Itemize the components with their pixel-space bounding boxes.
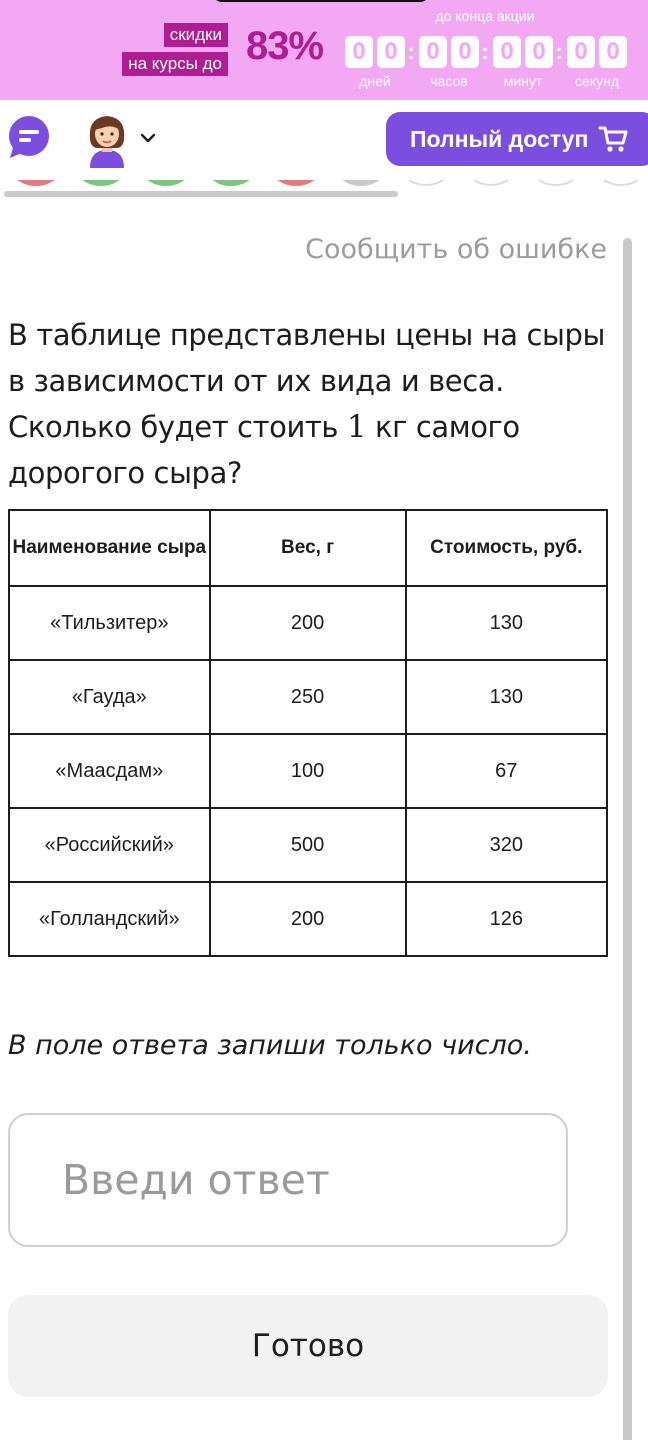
table-cell: 126 bbox=[406, 882, 607, 956]
table-cell: 130 bbox=[406, 586, 607, 660]
device-notch bbox=[212, 0, 430, 2]
question-number: 1 bbox=[346, 409, 367, 445]
question-text-before: В таблице представлены цены на сыры в зависимости от их вида и веса. Сколько будет стоить bbox=[8, 318, 606, 444]
done-button[interactable]: Готово bbox=[8, 1295, 608, 1397]
timer-unit-minutes: минут bbox=[503, 73, 543, 89]
timer-digit: 0 bbox=[451, 36, 479, 68]
timer-separator: : bbox=[481, 39, 489, 64]
answer-hint: В поле ответа запиши только число. bbox=[8, 1030, 532, 1061]
page-scrollbar[interactable] bbox=[623, 238, 632, 1440]
table-row bbox=[9, 882, 607, 956]
timer-days bbox=[345, 36, 405, 68]
progress-scroll-track[interactable] bbox=[4, 191, 398, 197]
chat-bubble-icon[interactable] bbox=[4, 114, 50, 160]
girl-avatar-icon[interactable] bbox=[84, 112, 130, 168]
table-cell: «Маасдам» bbox=[9, 734, 210, 808]
cart-icon bbox=[598, 125, 628, 153]
promo-tag-discounts: скидки bbox=[164, 23, 228, 47]
table-header-cell: Стоимость, руб. bbox=[406, 510, 607, 586]
table-cell: 200 bbox=[210, 882, 406, 956]
timer-digit: 0 bbox=[493, 36, 521, 68]
promo-until-label: до конца акции bbox=[435, 8, 535, 24]
cheese-price-table bbox=[8, 509, 608, 957]
table-header-row bbox=[9, 510, 607, 586]
chevron-down-icon[interactable] bbox=[138, 128, 158, 148]
full-access-label: Полный доступ bbox=[410, 125, 589, 152]
timer-separator: : bbox=[555, 39, 563, 64]
timer-unit-hours: часов bbox=[430, 73, 468, 89]
table-cell: «Тильзитер» bbox=[9, 586, 210, 660]
table-row bbox=[9, 808, 607, 882]
timer-unit-seconds: секунд bbox=[575, 73, 619, 89]
table-cell: 130 bbox=[406, 660, 607, 734]
table-cell: «Российский» bbox=[9, 808, 210, 882]
timer-digit: 0 bbox=[419, 36, 447, 68]
table-cell: 500 bbox=[210, 808, 406, 882]
timer-seconds bbox=[567, 36, 627, 68]
timer-digit: 0 bbox=[567, 36, 595, 68]
timer-digit: 0 bbox=[525, 36, 553, 68]
report-error-link[interactable]: Сообщить об ошибке bbox=[305, 234, 607, 265]
table-cell: 67 bbox=[406, 734, 607, 808]
table-header-cell: Вес, г bbox=[210, 510, 406, 586]
timer-unit-days: дней bbox=[359, 73, 391, 89]
timer-minutes bbox=[493, 36, 553, 68]
table-row bbox=[9, 734, 607, 808]
table-header-cell: Наименование сыра bbox=[9, 510, 210, 586]
table-cell: 250 bbox=[210, 660, 406, 734]
table-cell: 320 bbox=[406, 808, 607, 882]
promo-tag-courses: на курсы до bbox=[122, 52, 228, 76]
timer-hours bbox=[419, 36, 479, 68]
timer-digit: 0 bbox=[599, 36, 627, 68]
timer-digit: 0 bbox=[377, 36, 405, 68]
timer-digit: 0 bbox=[345, 36, 373, 68]
table-cell: «Голландский» bbox=[9, 882, 210, 956]
table-cell: 100 bbox=[210, 734, 406, 808]
table-row bbox=[9, 660, 607, 734]
question-text bbox=[8, 312, 608, 496]
full-access-button[interactable] bbox=[386, 112, 648, 166]
promo-percent: 83% bbox=[246, 24, 324, 68]
question-text-after: кг самого дорогого сыра? bbox=[8, 410, 520, 490]
table-cell: «Гауда» bbox=[9, 660, 210, 734]
promo-banner[interactable] bbox=[0, 0, 648, 100]
timer-separator: : bbox=[407, 39, 415, 64]
table-row bbox=[9, 586, 607, 660]
table-cell: 200 bbox=[210, 586, 406, 660]
answer-input[interactable] bbox=[8, 1113, 568, 1247]
